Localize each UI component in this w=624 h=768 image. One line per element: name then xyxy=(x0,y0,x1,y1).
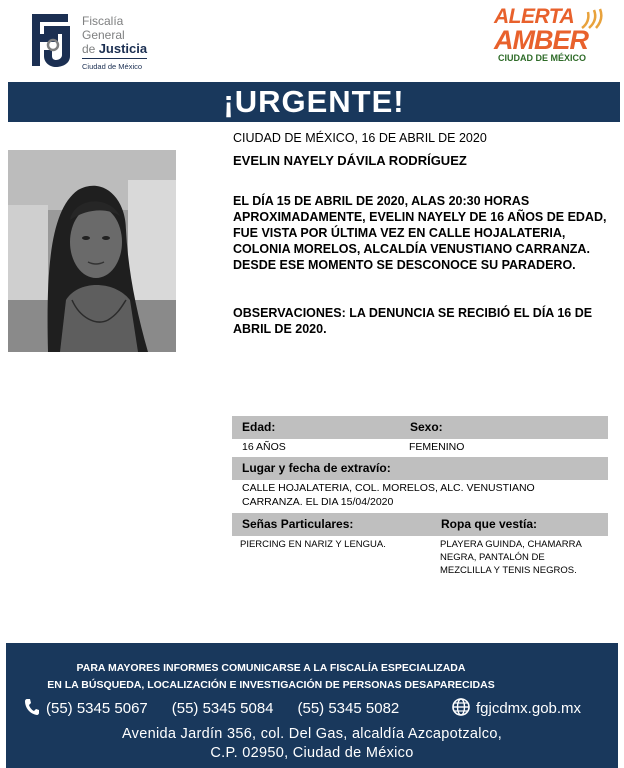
alerta-amber-logo xyxy=(494,6,610,74)
place-value-line1: CALLE HOJALATERIA, COL. MORELOS, ALC. VENUSTIANO xyxy=(242,482,535,494)
clothes-label: Ropa que vestía: xyxy=(441,517,538,531)
notice-description: EL DÍA 15 DE ABRIL DE 2020, ALAS 20:30 HORAS APROXIMADAMENTE, EVELIN NAYELY DE 16 AÑOS DE EDAD, FUE VISTA POR ÚLTIMA VEZ EN CALLE HOJALATERIA, COLONIA MORELOS, ALCALDÍA VENUSTIANO CARRANZA. DESDE ESE MOMENTO SE DESCONOCE SU PARADERO. xyxy=(233,194,607,272)
amber-line1: ALERTA xyxy=(494,5,575,28)
marks-label: Señas Particulares: xyxy=(242,517,354,531)
contact-footer xyxy=(6,643,618,768)
age-value: 16 AÑOS xyxy=(242,441,286,453)
fgj-line3-prefix: de xyxy=(82,42,96,56)
fgj-emblem-icon xyxy=(28,12,74,68)
footer-info-line1: PARA MAYORES INFORMES COMUNICARSE A LA FISCALÍA ESPECIALIZADA xyxy=(76,662,466,674)
fgj-line1: Fiscalía xyxy=(82,14,124,28)
website-text[interactable]: fgjcdmx.gob.mx xyxy=(476,700,582,717)
fgj-line2: General xyxy=(82,28,125,42)
place-label: Lugar y fecha de extravío: xyxy=(232,457,608,480)
notice-date: CIUDAD DE MÉXICO, 16 DE ABRIL DE 2020 xyxy=(233,131,487,145)
globe-icon xyxy=(452,698,470,716)
age-label: Edad: xyxy=(242,420,276,434)
urgent-banner: ¡URGENTE! xyxy=(8,82,620,122)
footer-address xyxy=(6,725,618,763)
phone-icon xyxy=(24,698,40,716)
sex-value: FEMENINO xyxy=(409,441,465,453)
amber-line3: CIUDAD DE MÉXICO xyxy=(498,53,587,63)
fgj-line4: Ciudad de México xyxy=(82,58,147,74)
place-value-line2: CARRANZA. EL DIA 15/04/2020 xyxy=(242,496,394,508)
clothes-value-line3: MEZCLILLA Y TENIS NEGROS. xyxy=(440,565,577,576)
amber-line2: AMBER xyxy=(494,25,588,55)
fgj-logo-text xyxy=(82,14,147,74)
sex-label: Sexo: xyxy=(410,420,443,434)
marks-value: PIERCING EN NARIZ Y LENGUA. xyxy=(240,539,386,550)
clothes-value-line2: NEGRA, PANTALÓN DE xyxy=(440,552,545,563)
person-name: EVELIN NAYELY DÁVILA RODRÍGUEZ xyxy=(233,153,467,168)
footer-info-line2: EN LA BÚSQUEDA, LOCALIZACIÓN E INVESTIGACIÓN DE PERSONAS DESAPARECIDAS xyxy=(47,679,495,691)
footer-info xyxy=(6,660,536,694)
website-link[interactable] xyxy=(452,697,581,721)
address-line1: Avenida Jardín 356, col. Del Gas, alcaldía Azcapotzalco, xyxy=(121,726,503,742)
address-line2: C.P. 02950, Ciudad de México xyxy=(210,745,414,761)
clothes-value-line1: PLAYERA GUINDA, CHAMARRA xyxy=(440,539,582,550)
notice-observations: OBSERVACIONES: LA DENUNCIA SE RECIBIÓ EL DÍA 16 DE ABRIL DE 2020. xyxy=(233,306,593,336)
phone-1[interactable]: (55) 5345 5067 xyxy=(46,700,148,717)
fgj-logo xyxy=(28,10,158,74)
phone-3[interactable]: (55) 5345 5082 xyxy=(297,700,400,717)
photo-image xyxy=(8,150,176,352)
phone-numbers xyxy=(24,697,399,721)
fgj-line3 xyxy=(82,42,147,56)
missing-person-photo xyxy=(8,150,176,352)
phone-2[interactable]: (55) 5345 5084 xyxy=(171,700,274,717)
signal-waves-icon xyxy=(580,8,604,30)
fgj-line3-strong: Justicia xyxy=(98,41,148,56)
